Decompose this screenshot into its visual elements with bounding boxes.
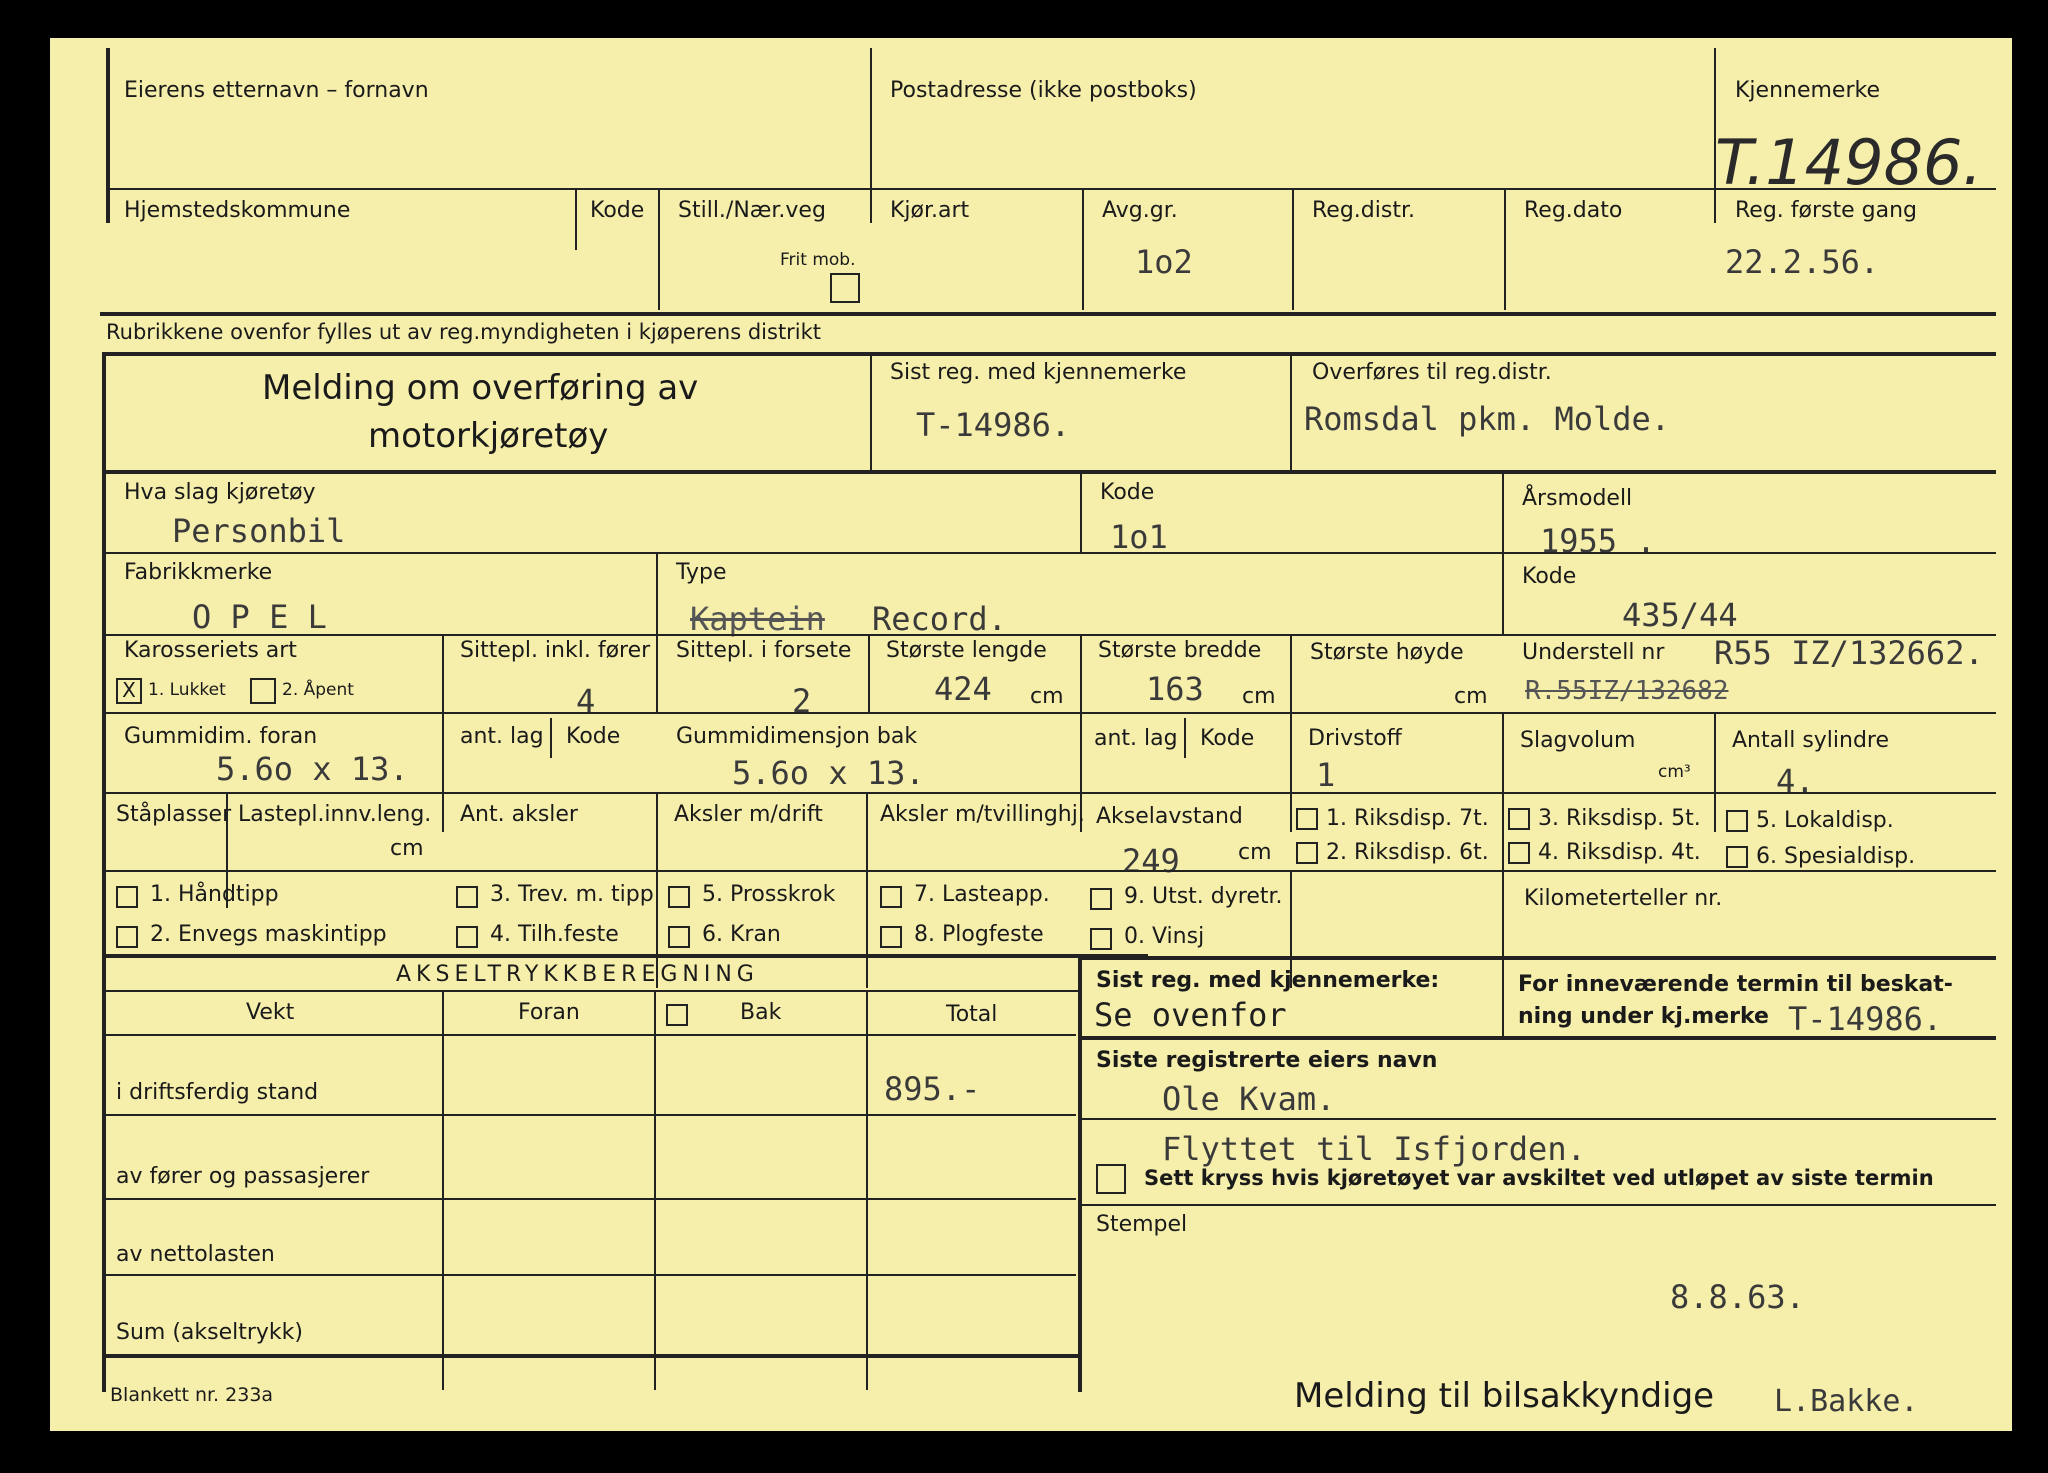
open-label: 2. Åpent [282,680,354,700]
divider [1714,714,1716,832]
divider [658,190,660,310]
stamp-label: Stempel [1096,1212,1188,1237]
divider [1082,190,1084,310]
plogfeste-checkbox[interactable] [880,926,902,948]
riks6-label: 2. Riksdisp. 6t. [1326,840,1489,865]
divider [866,794,868,988]
max-length-value: 424 [934,670,992,708]
standing-label: Ståplasser [116,802,232,827]
cylinders-value: 4. [1776,762,1815,800]
envegs-label: 2. Envegs maskintipp [150,922,387,947]
riks5-label: 3. Riksdisp. 5t. [1538,806,1701,831]
max-width-label: Største bredde [1098,638,1262,663]
tilh-checkbox[interactable] [456,926,478,948]
rule [1080,1118,1996,1120]
still-naer-veg-label: Still./Nær.veg [678,198,826,223]
displacement-unit: cm³ [1658,762,1691,782]
handtipp-label: 1. Håndtipp [150,882,279,907]
reg-first-value: 22.2.56. [1725,243,1880,281]
current-term-value: T-14986. [1788,1000,1943,1038]
ant-lag-label: ant. lag [460,724,544,749]
divider [870,48,872,223]
rule [1080,1036,1996,1040]
type-label: Type [676,560,727,585]
wheelbase-unit: cm [1238,840,1272,865]
divider [654,992,656,1390]
last-reg-mark-label: Sist reg. med kjennemerke [890,360,1187,385]
max-width-unit: cm [1242,684,1276,709]
tyre-rear-label: Gummidimensjon bak [676,724,918,749]
make-label: Fabrikkmerke [124,560,273,585]
cargo-length-label: Lastepl.innv.leng. [238,802,432,827]
divider [868,636,870,712]
wheelbase-value: 249 [1122,842,1180,880]
transfer-to-value: Romsdal pkm. Molde. [1304,400,1671,438]
current-term-label-2: ning under kj.merke [1518,1004,1769,1029]
kran-checkbox[interactable] [668,926,690,948]
frit-mob-label: Frit mob. [780,250,856,270]
divider [656,794,658,988]
deregistered-label: Sett kryss hvis kjøretøyet var avskiltet ved utløpet av siste termin [1144,1166,1934,1190]
fuel-label: Drivstoff [1308,726,1402,751]
divider [1080,636,1082,712]
row-driving-total: 895.- [884,1070,981,1108]
last-owner-label: Siste registrerte eiers navn [1096,1048,1438,1073]
rule [1080,1204,1996,1206]
total-header: Total [946,1002,998,1027]
lasteapp-checkbox[interactable] [880,886,902,908]
vehicle-kind-label: Hva slag kjøretøy [124,480,316,505]
tyre-front-value: 5.6o x 13. [216,750,409,788]
closed-label: 1. Lukket [148,680,226,700]
type-value: Record. [872,600,1007,638]
divider [1080,472,1082,552]
form-title-line1: Melding om overføring av [262,368,699,408]
rule [1080,956,1996,960]
post-address-label: Postadresse (ikke postboks) [890,78,1197,103]
max-height-unit: cm [1454,684,1488,709]
divider [550,718,552,758]
seats-front-value: 2 [792,682,812,720]
home-municipality-label: Hjemstedskommune [124,198,351,223]
rule [102,990,1080,992]
tyre-rear-value: 5.6o x 13. [732,754,925,792]
note-above: Rubrikkene ovenfor fylles ut av reg.myndigheten i kjøperens distrikt [106,320,822,344]
rule [102,634,1996,636]
axles-drive-label: Aksler m/drift [674,802,823,827]
kind-code-value: 1o1 [1110,518,1168,556]
bak-header: Bak [740,1000,782,1025]
avg-gr-label: Avg.gr. [1102,198,1178,223]
plogfeste-label: 8. Plogfeste [914,922,1044,947]
type-struck-value: Kaptein [690,600,825,638]
divider [1292,190,1294,310]
reg-dato-label: Reg.dato [1524,198,1623,223]
last-owner-value: Ole Kvam. [1162,1080,1336,1118]
kran-label: 6. Kran [702,922,781,947]
rule [102,470,1996,474]
prosskrok-checkbox[interactable] [668,886,690,908]
closed-checkbox[interactable]: X [116,678,142,704]
divider [1290,354,1292,470]
envegs-checkbox[interactable] [116,926,138,948]
utst-label: 9. Utst. dyretr. [1124,884,1283,909]
prosskrok-label: 5. Prosskrok [702,882,836,907]
rule [102,1354,1082,1358]
owner-name-label: Eierens etternavn – fornavn [124,78,429,103]
kode-label: Kode [590,198,645,223]
divider [1504,190,1506,310]
divider [866,992,868,1390]
riks7-label: 1. Riksdisp. 7t. [1326,806,1489,831]
rule [102,352,1996,356]
divider [1502,714,1504,986]
row-passengers-label: av fører og passasjerer [116,1164,370,1189]
ant-lag-rear-label: ant. lag [1094,726,1178,751]
rule [100,312,1996,316]
lokal-checkbox[interactable] [1726,810,1748,832]
current-term-label-1: For inneværende termin til beskat- [1518,972,1953,997]
rule [102,870,1996,872]
rule [102,792,1996,794]
moved-value: Flyttet til Isfjorden. [1162,1130,1586,1168]
divider [442,992,444,1390]
cargo-length-unit: cm [390,836,424,861]
type-code-value: 435/44 [1622,596,1738,634]
rule [104,1034,1076,1036]
last-reg-mark2-label: Sist reg. med kjennemerke: [1096,968,1440,993]
rule [102,954,1148,958]
left-border [106,48,110,223]
tilh-label: 4. Tilh.feste [490,922,619,947]
divider [656,636,658,712]
utst-checkbox[interactable] [1090,888,1112,910]
tyre-front-label: Gummidim. foran [124,724,318,749]
form-number: Blankett nr. 233a [110,1384,274,1406]
row-driving-label: i driftsferdig stand [116,1080,319,1105]
rule [102,712,1996,714]
cylinders-label: Antall sylindre [1732,728,1890,753]
registration-card [50,38,2012,1431]
rule [104,1114,1076,1116]
stamp-date-value: 8.8.63. [1670,1278,1805,1316]
body-type-label: Karosseriets art [124,638,297,663]
divider [1290,714,1292,832]
open-checkbox[interactable] [250,678,276,704]
model-year-value: 1955 . [1540,522,1656,560]
tyre-front-kode-label: Kode [566,724,621,749]
left-border [102,352,106,1392]
trev-checkbox[interactable] [456,886,478,908]
reg-mark-label: Kjennemerke [1735,78,1880,103]
rule [104,1198,1076,1200]
make-value: O P E L [192,598,327,636]
row-netload-label: av nettolasten [116,1242,275,1267]
riks5-checkbox[interactable] [1508,808,1530,830]
axles-twin-label: Aksler m/tvillinghj. [880,802,1085,827]
seats-incl-driver-value: 4 [576,682,596,720]
riks7-checkbox[interactable] [1296,808,1318,830]
kind-code-label: Kode [1100,480,1155,505]
handtipp-checkbox[interactable] [116,886,138,908]
riks4-checkbox[interactable] [1508,842,1530,864]
transfer-to-label: Overføres til reg.distr. [1312,360,1552,385]
seats-front-label: Sittepl. i forsete [676,638,852,663]
foran-header: Foran [518,1000,580,1025]
reg-distr-label: Reg.distr. [1312,198,1415,223]
seats-incl-driver-label: Sittepl. inkl. fører [460,638,651,663]
divider [1290,636,1292,712]
lokal-label: 5. Lokaldisp. [1756,808,1894,833]
displacement-label: Slagvolum [1520,728,1636,753]
axle-calc-title: AKSELTRYKKBEREGNING [396,962,759,987]
form-title-line2: motorkjøretøy [368,416,609,456]
divider [1502,956,1504,1036]
max-width-value: 163 [1146,670,1204,708]
avg-gr-value: 1o2 [1135,243,1193,281]
signature: L.Bakke. [1774,1384,1919,1419]
axles-label: Ant. aksler [460,802,578,827]
vinsj-checkbox[interactable] [1090,928,1112,950]
wheelbase-label: Akselavstand [1096,804,1243,829]
divider [442,636,444,832]
tyre-rear-kode-label: Kode [1200,726,1255,751]
lasteapp-label: 7. Lasteapp. [914,882,1050,907]
spesial-label: 6. Spesialdisp. [1756,844,1916,869]
last-reg-mark-value: T-14986. [916,406,1071,444]
spesial-checkbox[interactable] [1726,846,1748,868]
divider [870,354,872,470]
vinsj-label: 0. Vinsj [1124,924,1205,949]
divider [575,190,577,250]
trev-label: 3. Trev. m. tipp [490,882,654,907]
chassis-value: R55 IZ/132662. [1714,634,1984,672]
divider [656,554,658,634]
reg-first-label: Reg. første gang [1735,198,1918,223]
vehicle-kind-value: Personbil [172,512,346,550]
rule [102,552,1996,554]
message-to-label: Melding til bilsakkyndige [1294,1376,1715,1416]
divider [1078,956,1082,1392]
max-length-unit: cm [1030,684,1064,709]
rule [104,1274,1076,1276]
chassis-struck-value: R.55IZ/132682 [1525,676,1729,706]
frit-mob-checkbox[interactable] [830,273,860,303]
max-height-label: Største høyde [1310,640,1464,665]
reg-mark-value: T.14986. [1715,126,1983,199]
row-sum-label: Sum (akseltrykk) [116,1320,303,1345]
type-code-label: Kode [1522,564,1577,589]
riks6-checkbox[interactable] [1296,842,1318,864]
odometer-label: Kilometerteller nr. [1524,886,1723,911]
fuel-value: 1 [1316,756,1336,794]
chassis-label: Understell nr [1522,640,1665,665]
deregistered-checkbox[interactable] [1096,1164,1126,1194]
bak-checkbox[interactable] [666,1004,688,1026]
vekt-header: Vekt [246,1000,295,1025]
max-length-label: Største lengde [886,638,1047,663]
rule [106,188,1996,190]
riks4-label: 4. Riksdisp. 4t. [1538,840,1701,865]
model-year-label: Årsmodell [1522,486,1633,511]
kjor-art-label: Kjør.art [890,198,970,223]
divider [1184,718,1186,758]
last-reg-mark2-value: Se ovenfor [1094,996,1287,1034]
